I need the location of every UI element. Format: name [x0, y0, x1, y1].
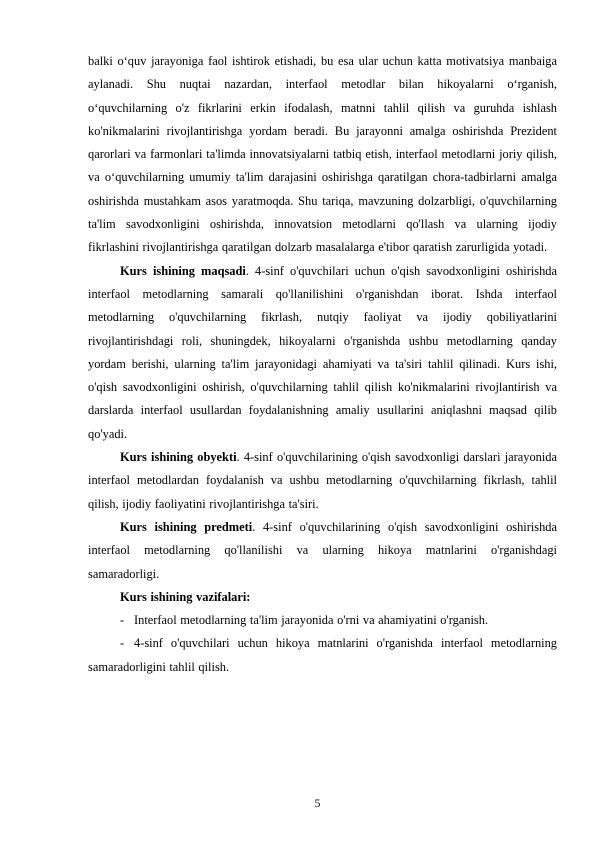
object-text: . 4-sinf o'quvchilarining o'qish savodxonligi darslari jarayonida interfaol metodlardan foydalanish va ushbu metodlarning o'quvchilarning fikrlash, tahlil qilish, ijodiy faoliyatini rivojlantirishga ta'siri. — [88, 450, 558, 511]
task-text: 4-sinf o'quvchilari uchun hikoya matnlarini o'rganishda interfaol metodlarning samaradorligini tahlil qilish. — [88, 636, 557, 674]
subject-text: . 4-sinf o'quvchilarining o'qish savodxonligini oshirishda interfaol metodlarning qo'llanilishi va ularning hikoya matnlarini o'rganishdagi samaradorligi. — [88, 519, 558, 581]
goal-label: Kurs ishining maqsadi — [120, 263, 246, 278]
paragraph-object — [88, 446, 557, 516]
goal-text: . 4-sinf o'quvchilari uchun o'qish savodxonligini oshirishda interfaol metodlarning samarali qo'llanilishini o'rganishdan iborat. Ishda interfaol metodlarning o'quvchilarning fikrlash, nutqiy faoliyat va ijodiy qobiliyatlarini rivojlantirishdagi roli, shuningdek, hikoyalarni o'rganishda ushbu metodlarning qanday yordam berishi, ularning ta'lim jarayonidagi ahamiyati va ta'siri tahlil qilinadi. Kurs ishi, o'qish savodxonligini oshirish, o'quvchilarning tahlil qilish ko'nikmalarini rivojlantirish va darslarda interfaol usullardan foydalanishning amaliy usullarini aniqlashni maqsad qilib qo'yadi. — [88, 263, 557, 441]
task-list-item — [88, 609, 557, 632]
document-page — [88, 50, 557, 679]
dash-bullet-icon: - — [120, 613, 125, 628]
subject-label: Kurs ishining predmeti — [120, 519, 253, 534]
tasks-heading: Kurs ishining vazifalari: — [120, 589, 251, 604]
task-text: Interfaol metodlarning ta'lim jarayonida o'rni va ahamiyatini o'rganish. — [134, 613, 489, 628]
page-number: 5 — [314, 798, 321, 810]
paragraph-goal — [88, 260, 557, 446]
paragraph-introduction: balki o‘quv jarayoniga faol ishtirok etishadi, bu esa ular uchun katta motivatsiya manbaiga aylanadi. Shu nuqtai nazardan, interfaol metodlar bilan hikoyalarni o‘rganish, o‘quvchilarning o'z fikrlarini erkin ifodalash, matnni tahlil qilish va guruhda ishlash ko'nikmalarini rivojlantirishga yordam beradi. Bu jarayonni amalga oshirishda Prezident qarorlari va farmonlari ta'limda innovatsiyalarni tatbiq etish, interfaol metodlarni joriy qilish, va o‘quvchilarning umumiy ta'lim darajasini oshirishga qaratilgan chora-tadbirlarni amalga oshirishda mustahkam asos yaratmoqda. Shu tariqa, mavzuning dolzarbligi, o'quvchilarning ta'lim savodxonligini oshirishda, innovatsion metodlarni qo'llash va ularning ijodiy fikrlashini rivojlantirishga qaratilgan dolzarb masalalarga e'tibor qaratish zarurligida yotadi. — [88, 54, 557, 255]
dash-bullet-icon: - — [120, 636, 125, 651]
paragraph-subject — [88, 516, 557, 586]
object-label: Kurs ishining obyekti — [120, 450, 237, 465]
task-list-item — [88, 632, 557, 679]
